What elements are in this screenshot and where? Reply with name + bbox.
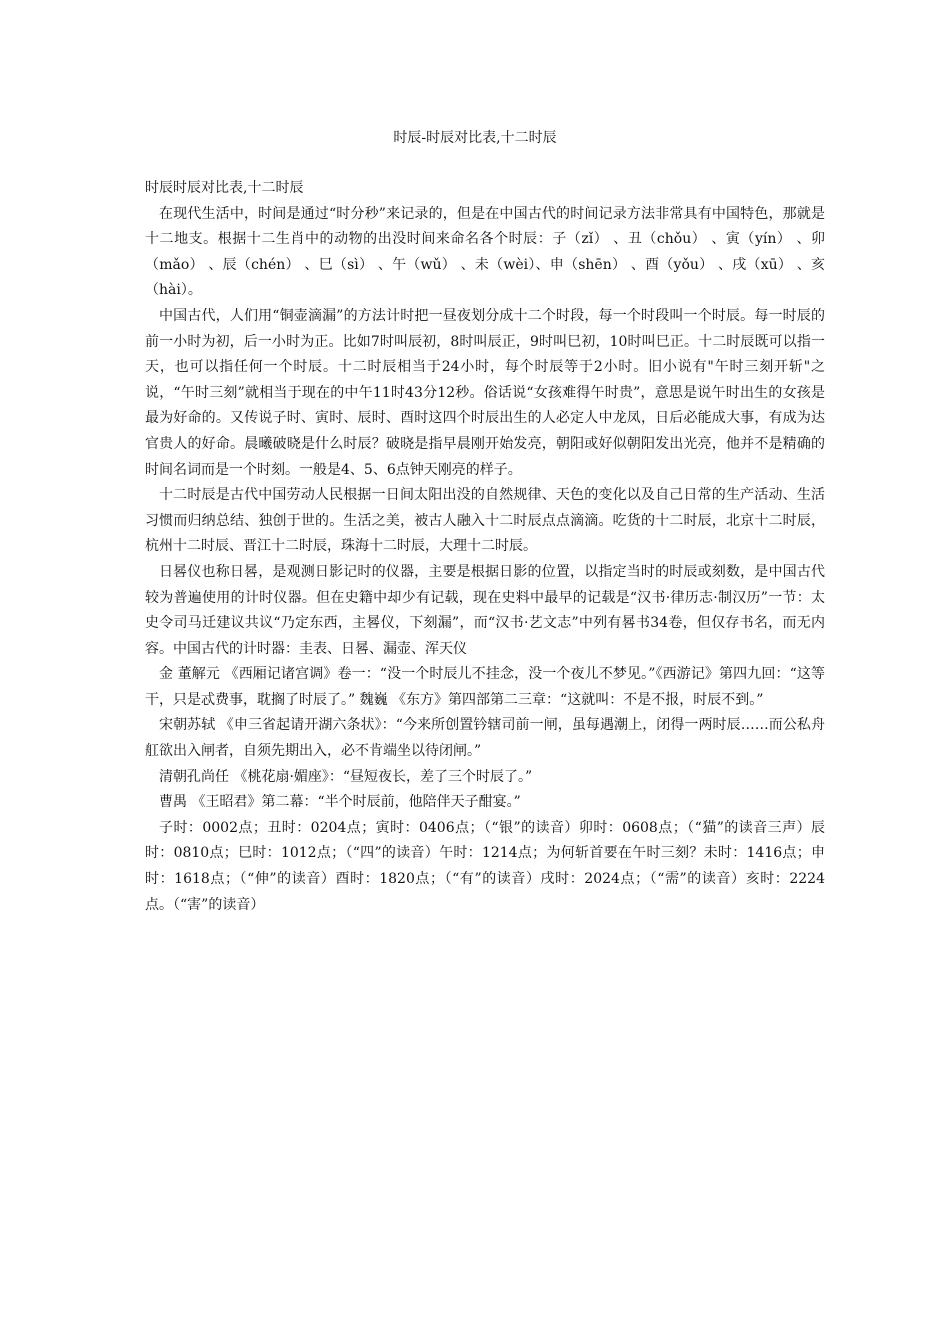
document-body (145, 176, 825, 918)
paragraph-quote-jin: 金 董解元 《西厢记诸宫调》卷一：“没一个时辰儿不挂念，没一个夜儿不梦见。”《西游记》第四九回：“这等干，只是忒费事，耽搁了时辰了。” 魏巍 《东方》第四部第二三章：“这就叫：不是不报，时辰不到。” (145, 666, 825, 708)
paragraph-quote-caoyu: 曹禺 《王昭君》第二幕：“半个时辰前，他陪伴天子酣宴。” (159, 794, 521, 811)
paragraph-quote-song: 宋朝苏轼 《申三省起请开湖六条状》：“今来所创置钤辖司前一闸，虽每遇潮上，闭得一两时辰……而公私舟舡欲出入闸者，自须先期出入，必不肯端坐以待闭闸。” (145, 717, 825, 760)
paragraph-quote-qing: 清朝孔尚任 《桃花扇·媚座》：“昼短夜长，差了三个时辰了。” (159, 768, 533, 785)
paragraph-time-table: 子时：0002点；丑时：0204点；寅时：0406点；（“银”的读音）卯时：0608点；（“猫”的读音三声）辰时：0810点；巳时：1012点；（“四”的读音）午时：1214点；为何斩首要在午时三刻？未时：1416点；申时：1618点；（“伸”的读音）酉时：1820点；（“有”的读音）戌时：2024点；（“需”的读音）亥时：2224点。（“害”的读音） (145, 819, 825, 913)
body-heading: 时辰时辰对比表,十二时辰 (145, 180, 304, 196)
paragraph-sundial: 日晷仪也称日晷，是观测日影记时的仪器，主要是根据日影的位置，以指定当时的时辰或刻数，是中国古代较为普遍使用的计时仪器。但在史籍中却少有记载，现在史料中最早的记载是“汉书·律历志·制汉历”一节：太史令司马迁建议共议“乃定东西，主晷仪，下刻漏”，而“汉书·艺文志”中列有晷书34卷，但仅存书名，而无内容。中国古代的计时器：圭表、日晷、漏壶、浑天仪 (145, 563, 825, 657)
paragraph-ancient-timekeeping: 中国古代，人们用“铜壶滴漏”的方法计时把一昼夜划分成十二个时段，每一个时段叫一个时辰。每一时辰的前一小时为初，后一小时为正。比如7时叫辰初，8时叫辰正，9时叫巳初，10时叫巳正。十二时辰既可以指一天，也可以指任何一个时辰。十二时辰相当于24小时，每个时辰等于2小时。旧小说有"午时三刻开斩"之说，“午时三刻”就相当于现在的中午11时43分12秒。俗话说“女孩难得午时贵”，意思是说午时出生的女孩是最为好命的。又传说子时、寅时、辰时、酉时这四个时辰出生的人必定人中龙凤，日后必能成大事，有成为达官贵人的好命。晨曦破晓是什么时辰？破晓是指早晨刚开始发亮，朝阳或好似朝阳发出光亮，他并不是精确的时间名词而是一个时刻。一般是4、5、6点钟天刚亮的样子。 (145, 307, 825, 478)
paragraph-intro: 在现代生活中，时间是通过“时分秒”来记录的，但是在中国古代的时间记录方法非常具有中国特色，那就是十二地支。根据十二生肖中的动物的出没时间来命名各个时辰：子（zǐ） 、丑（chǒu） 、寅（yín） 、卯（mǎo） 、辰（chén） 、巳（sì） 、午（wǔ） 、未（wèi）、申（shēn） 、酉（yǒu） 、戌（xū） 、亥（hài）。 (145, 205, 825, 299)
paragraph-twelve-shichen: 十二时辰是古代中国劳动人民根据一日间太阳出没的自然规律、天色的变化以及自己日常的生产活动、生活习惯而归纳总结、独创于世的。生活之美，被古人融入十二时辰点点滴滴。吃货的十二时辰，北京十二时辰，杭州十二时辰、晋江十二时辰，珠海十二时辰，大理十二时辰。 (145, 487, 825, 555)
document-title: 时辰-时辰对比表,十二时辰 (393, 130, 557, 146)
